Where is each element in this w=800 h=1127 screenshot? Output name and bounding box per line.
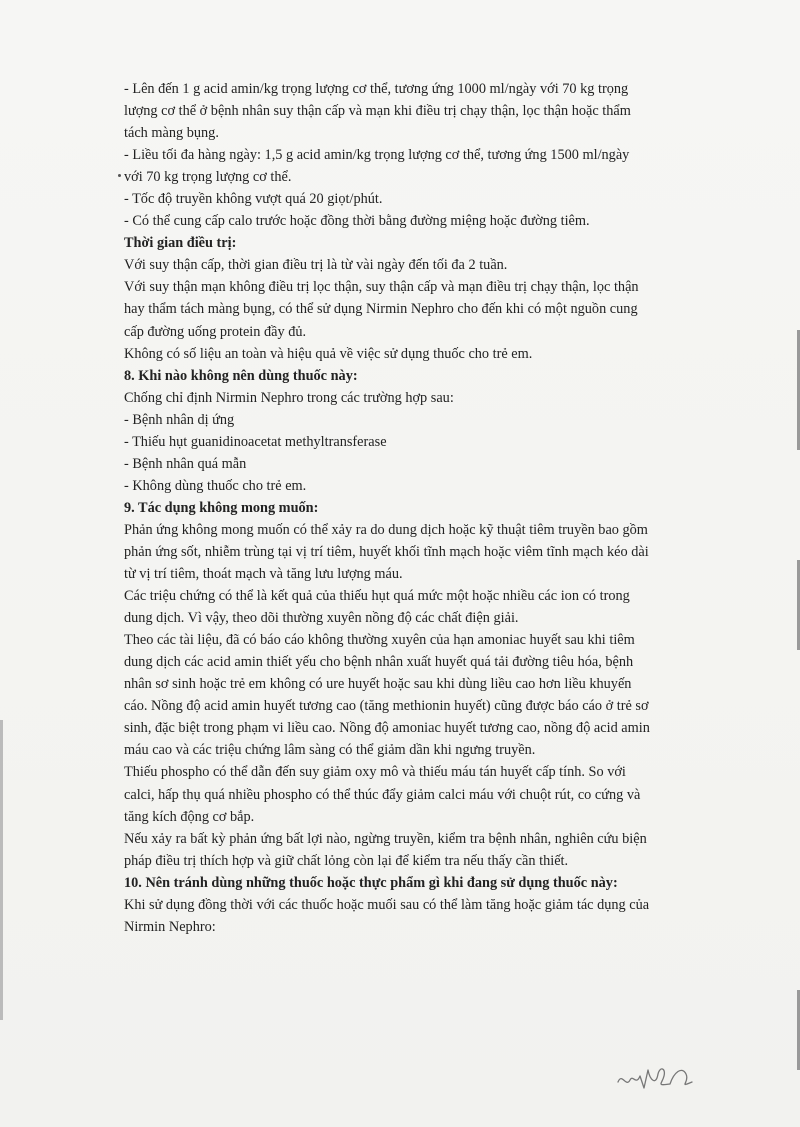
text-line: - Thiếu hụt guanidinoacetat methyltransferase xyxy=(124,433,387,450)
text-line: Chống chỉ định Nirmin Nephro trong các trường hợp sau: xyxy=(124,389,454,406)
text-line: từ vị trí tiêm, thoát mạch và tăng lưu lượng máu. xyxy=(124,566,403,583)
text-line: dung dịch các acid amin thiết yếu cho bệnh nhân xuất huyết quá tải đường tiêu hóa, bệnh xyxy=(124,654,634,671)
text-line: - Lên đến 1 g acid amin/kg trọng lượng cơ thể, tương ứng 1000 ml/ngày với 70 kg trọng xyxy=(124,81,629,97)
text-line: Nirmin Nephro: xyxy=(124,918,216,935)
text-line: máu cao và các triệu chứng lâm sàng có thể giảm dần khi ngưng truyền. xyxy=(124,742,536,759)
text-line: - Tốc độ truyền không vượt quá 20 giọt/phút. xyxy=(124,191,383,208)
text-line: tách màng bụng. xyxy=(124,125,219,142)
text-line: Khi sử dụng đồng thời với các thuốc hoặc muối sau có thể làm tăng hoặc giảm tác dụng của xyxy=(124,896,650,913)
text-line: Với suy thận mạn không điều trị lọc thận, suy thận cấp và mạn điều trị chạy thận, lọc thận xyxy=(124,279,639,296)
text-line: - Liều tối đa hàng ngày: 1,5 g acid amin/kg trọng lượng cơ thể, tương ứng 1500 ml/ngày xyxy=(124,147,630,164)
text-line: phản ứng sốt, nhiễm trùng tại vị trí tiêm, huyết khối tĩnh mạch hoặc viêm tĩnh mạch kéo dài xyxy=(124,543,649,560)
text-line: hay thẩm tách màng bụng, có thể sử dụng Nirmin Nephro cho đến khi có một nguồn cung xyxy=(124,301,638,318)
section-heading: 10. Nên tránh dùng những thuốc hoặc thực phẩm gì khi đang sử dụng thuốc này: xyxy=(124,874,618,891)
text-line: cấp đường uống protein đầy đủ. xyxy=(124,323,307,340)
text-line: Các triệu chứng có thể là kết quả của thiếu hụt quá mức một hoặc nhiều các ion có trong xyxy=(124,588,630,605)
text-line: - Bệnh nhân dị ứng xyxy=(124,411,235,428)
text-line: Không có số liệu an toàn và hiệu quả về việc sử dụng thuốc cho trẻ em. xyxy=(124,345,533,362)
text-line: nhân sơ sinh hoặc trẻ em không có ure huyết hoặc sau khi dùng liều cao hơn liều khuyến xyxy=(124,676,632,693)
section-heading: 8. Khi nào không nên dùng thuốc này: xyxy=(124,367,358,384)
section-heading: Thời gian điều trị: xyxy=(124,235,237,252)
text-line: calci, hấp thụ quá nhiều phospho có thể thúc đẩy giảm calci máu với chuột rút, co cứng và xyxy=(124,786,641,803)
text-line: tăng kích động cơ bắp. xyxy=(124,808,255,825)
handwritten-initials xyxy=(612,1058,702,1098)
text-line: lượng cơ thể ở bệnh nhân suy thận cấp và mạn khi điều trị chạy thận, lọc thận hoặc thẩm xyxy=(124,103,631,120)
text-line: pháp điều trị thích hợp và giữ chất lỏng còn lại để kiểm tra nếu thấy cần thiết. xyxy=(124,852,569,869)
text-line: - Không dùng thuốc cho trẻ em. xyxy=(124,477,307,494)
text-line: Nếu xảy ra bất kỳ phản ứng bất lợi nào, ngừng truyền, kiểm tra bệnh nhân, nghiên cứu biện xyxy=(124,830,647,847)
scan-edge-left xyxy=(0,720,3,1020)
document-body xyxy=(124,78,712,938)
text-line: - Có thể cung cấp calo trước hoặc đồng thời bằng đường miệng hoặc đường tiêm. xyxy=(124,213,590,230)
text-line: cáo. Nồng độ acid amin huyết tương cao (tăng methionin huyết) cũng được báo cáo ở trẻ sơ xyxy=(124,698,649,715)
text-line: với 70 kg trọng lượng cơ thể. xyxy=(124,169,292,186)
text-line: sinh, đặc biệt trong phạm vi liều cao. Nồng độ amoniac huyết tương cao, nồng độ acid amin xyxy=(124,720,650,737)
text-line: Thiếu phospho có thể dẫn đến suy giảm oxy mô và thiếu máu tán huyết cấp tính. So với xyxy=(124,764,626,781)
section-heading: 9. Tác dụng không mong muốn: xyxy=(124,499,319,516)
text-line: Theo các tài liệu, đã có báo cáo không thường xuyên của hạn amoniac huyết sau khi tiêm xyxy=(124,632,635,649)
text-line: Phản ứng không mong muốn có thể xảy ra do dung dịch hoặc kỹ thuật tiêm truyền bao gồm xyxy=(124,521,648,538)
scan-speck xyxy=(118,174,121,177)
text-line: dung dịch. Vì vậy, theo dõi thường xuyên nồng độ các chất điện giải. xyxy=(124,610,519,627)
text-line: - Bệnh nhân quá mẫn xyxy=(124,455,247,472)
text-line: Với suy thận cấp, thời gian điều trị là từ vài ngày đến tối đa 2 tuần. xyxy=(124,257,508,274)
